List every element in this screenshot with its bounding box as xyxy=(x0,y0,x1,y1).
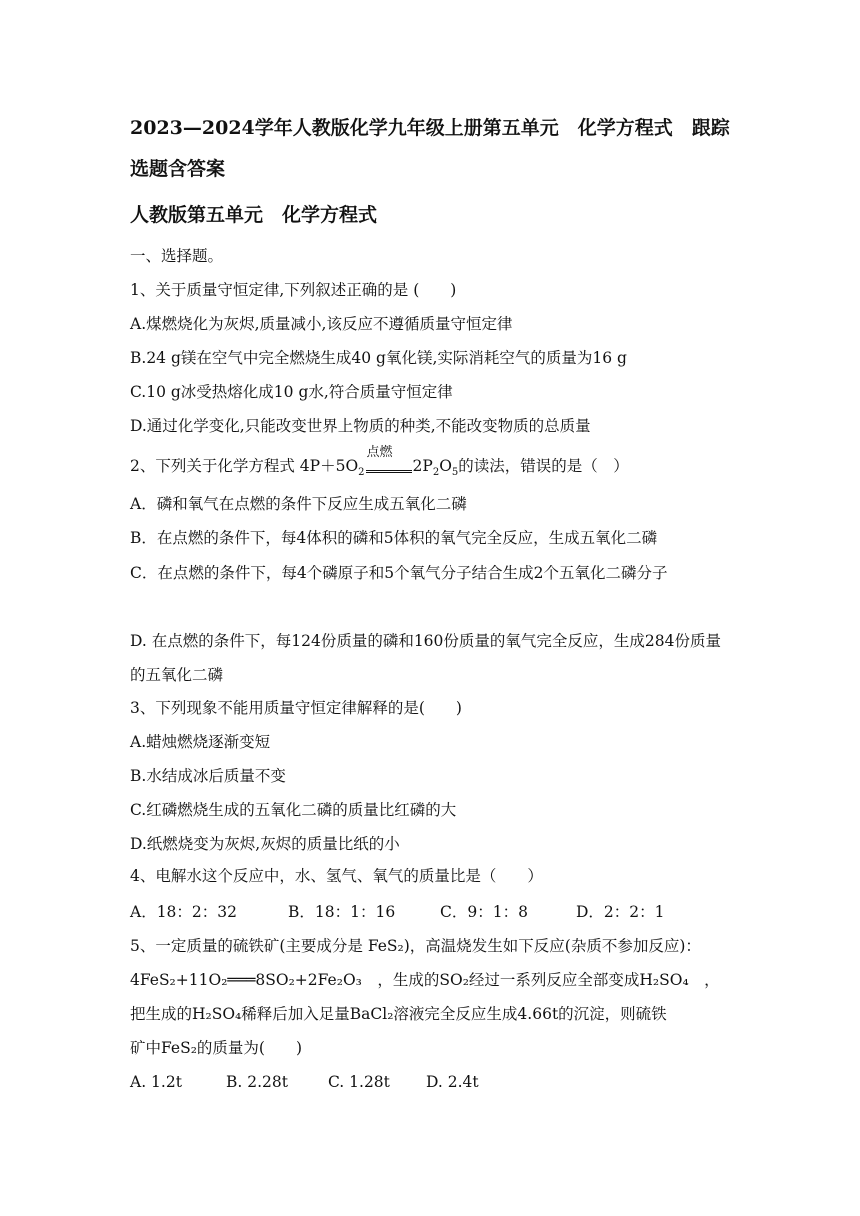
q5-options xyxy=(130,1072,735,1092)
q2-stem xyxy=(130,445,735,483)
q3-option-a: A.蜡烛燃烧逐渐变短 xyxy=(130,733,271,751)
q4-option-c: C．9：1：8 xyxy=(440,903,528,921)
q2-option-d: D. 在点燃的条件下，每124份质量的磷和160份质量的氧气完全反应，生成284份质量的五氧化二磷 xyxy=(130,632,721,684)
q5-option-c: C. 1.28t xyxy=(328,1073,390,1091)
q4-options xyxy=(130,902,735,922)
section-heading: 一、选择题。 xyxy=(130,247,224,265)
double-line-arrow xyxy=(366,462,412,473)
document-title: 2023—2024学年人教版化学九年级上册第五单元 化学方程式 跟踪选题含答案 xyxy=(130,117,730,180)
q2-sub-p2: 2 xyxy=(432,467,440,479)
q5-option-a: A. 1.2t xyxy=(130,1073,182,1091)
q2-option-c: C．在点燃的条件下，每4个磷原子和5个氧气分子结合生成2个五氧化二磷分子 xyxy=(130,564,668,582)
q4-stem: 4、电解水这个反应中，水、氢气、氧气的质量比是（ ） xyxy=(130,867,543,885)
q4-option-d: D．2：2：1 xyxy=(576,903,665,921)
q2-option-b: B．在点燃的条件下，每4体积的磷和5体积的氧气完全反应，生成五氧化二磷 xyxy=(130,529,658,547)
q5-option-d: D. 2.4t xyxy=(426,1073,479,1091)
q5-stem-line3: 把生成的H₂SO₄稀释后加入足量BaCl₂溶液完全反应生成4.66t的沉淀，则硫铁 xyxy=(130,1005,667,1023)
q3-stem: 3、下列现象不能用质量守恒定律解释的是( ) xyxy=(130,699,462,717)
q2-stem-post: 的读法，错误的是（ ） xyxy=(458,457,629,475)
q1-option-b: B.24 g镁在空气中完全燃烧生成40 g氧化镁,实际消耗空气的质量为16 g xyxy=(130,349,627,367)
q3-option-c: C.红磷燃烧生成的五氧化二磷的质量比红磷的大 xyxy=(130,801,457,819)
q1-stem: 1、关于质量守恒定律,下列叙述正确的是 ( ) xyxy=(130,281,457,299)
q2-sub-o5: 5 xyxy=(451,467,459,479)
q4-option-b: B．18：1：16 xyxy=(288,903,396,921)
q3-option-d: D.纸燃烧变为灰烬,灰烬的质量比纸的小 xyxy=(130,835,400,853)
q5-stem-line1: 5、一定质量的硫铁矿(主要成分是 FeS₂)，高温烧发生如下反应(杂质不参加反应)： xyxy=(130,937,701,955)
q4-option-a: A．18：2：32 xyxy=(130,903,238,921)
q5-option-b: B. 2.28t xyxy=(226,1073,288,1091)
q3-option-b: B.水结成冰后质量不变 xyxy=(130,767,286,785)
reaction-condition: 点燃 xyxy=(366,445,393,460)
q1-option-d: D.通过化学变化,只能改变世界上物质的种类,不能改变物质的总质量 xyxy=(130,417,591,435)
q2-stem-mid2: O xyxy=(439,457,452,475)
q1-option-c: C.10 g冰受热熔化成10 g水,符合质量守恒定律 xyxy=(130,383,453,401)
reaction-arrow xyxy=(365,445,413,476)
q2-stem-pre: 2、下列关于化学方程式 4P＋5O xyxy=(130,457,359,475)
q2-option-a: A．磷和氧气在点燃的条件下反应生成五氧化二磷 xyxy=(130,495,467,513)
q5-stem-line4: 矿中FeS₂的质量为( ) xyxy=(130,1039,303,1057)
q2-stem-mid: 2P xyxy=(412,457,433,475)
q5-stem-line2: 4FeS₂+11O₂═══8SO₂+2Fe₂O₃ ，生成的SO₂经过一系列反应全部变成H₂SO₄ ， xyxy=(130,971,720,989)
q1-option-a: A.煤燃烧化为灰烬,质量减小,该反应不遵循质量守恒定律 xyxy=(130,315,513,333)
q2-sub-o2: 2 xyxy=(358,467,365,479)
unit-subtitle: 人教版第五单元 化学方程式 xyxy=(130,204,378,226)
